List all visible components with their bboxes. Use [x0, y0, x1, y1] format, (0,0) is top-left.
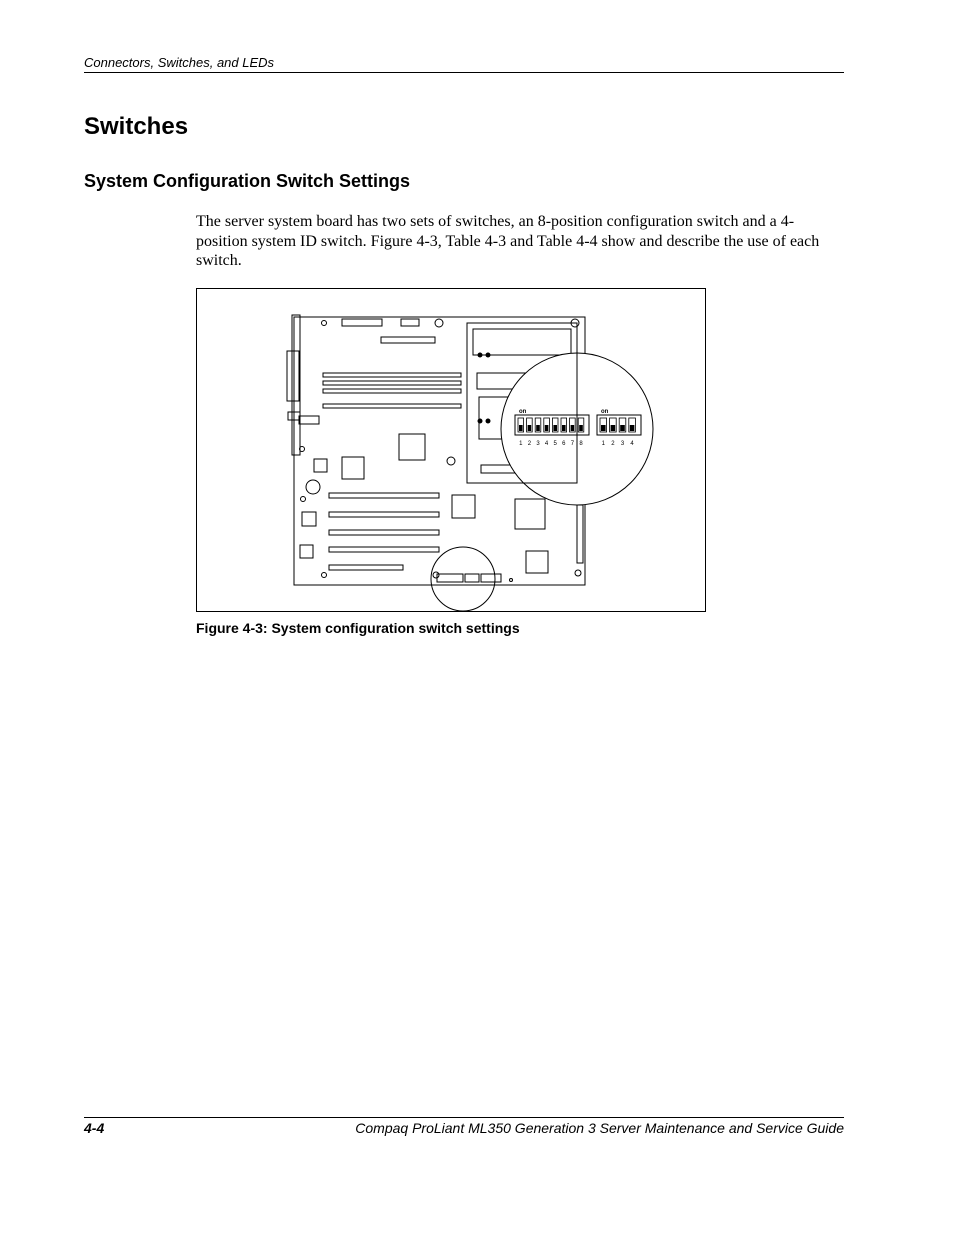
section-title: Switches — [84, 113, 189, 140]
switch-position-label: 3 — [536, 441, 540, 447]
switch-knob — [601, 425, 606, 431]
switch-knob — [528, 425, 532, 431]
switch-position-label: 2 — [611, 441, 615, 447]
switch-knob — [620, 425, 625, 431]
footer-rule — [84, 1117, 844, 1118]
switch-knob — [553, 425, 557, 431]
switch-position-label: 7 — [570, 441, 575, 447]
subsection-title: System Configuration Switch Settings — [84, 171, 411, 191]
body-paragraph: The server system board has two sets of switches, an 8-position configuration switch and a 4-position system ID switch. Figure 4-3, Table 4-3 and Table 4-4 show and describe the use of each switch. — [196, 213, 820, 269]
switch-position-label: 3 — [620, 441, 625, 447]
switch-knob — [562, 425, 566, 431]
system-board-diagram — [197, 289, 707, 613]
figure-caption: Figure 4-3: System configuration switch settings — [196, 620, 520, 636]
switch-8-on-label: on — [519, 409, 527, 415]
switch-position-label: 2 — [527, 441, 532, 447]
footer-doc-title: Compaq ProLiant ML350 Generation 3 Server Maintenance and Service Guide — [355, 1120, 844, 1136]
switch-knob — [630, 425, 635, 431]
switch-knob — [519, 425, 523, 431]
switch-knob — [579, 425, 583, 431]
switch-knob — [545, 425, 549, 431]
switch-position-label: 8 — [579, 441, 583, 447]
switch-position-label: 1 — [519, 441, 523, 447]
switch-knob — [536, 425, 540, 431]
switch-position-label: 6 — [562, 441, 566, 447]
switch-position-label: 1 — [601, 441, 605, 447]
switch-position-label: 4 — [544, 441, 549, 447]
switch-position-label: 5 — [553, 441, 557, 447]
switch-4-on-label: on — [601, 409, 609, 415]
switch-knob — [611, 425, 616, 431]
figure-system-board — [196, 288, 706, 612]
switch-position-label: 4 — [630, 441, 634, 447]
running-header: Connectors, Switches, and LEDs — [84, 55, 844, 73]
switch-knob — [571, 425, 575, 431]
page-number: 4-4 — [84, 1120, 105, 1136]
